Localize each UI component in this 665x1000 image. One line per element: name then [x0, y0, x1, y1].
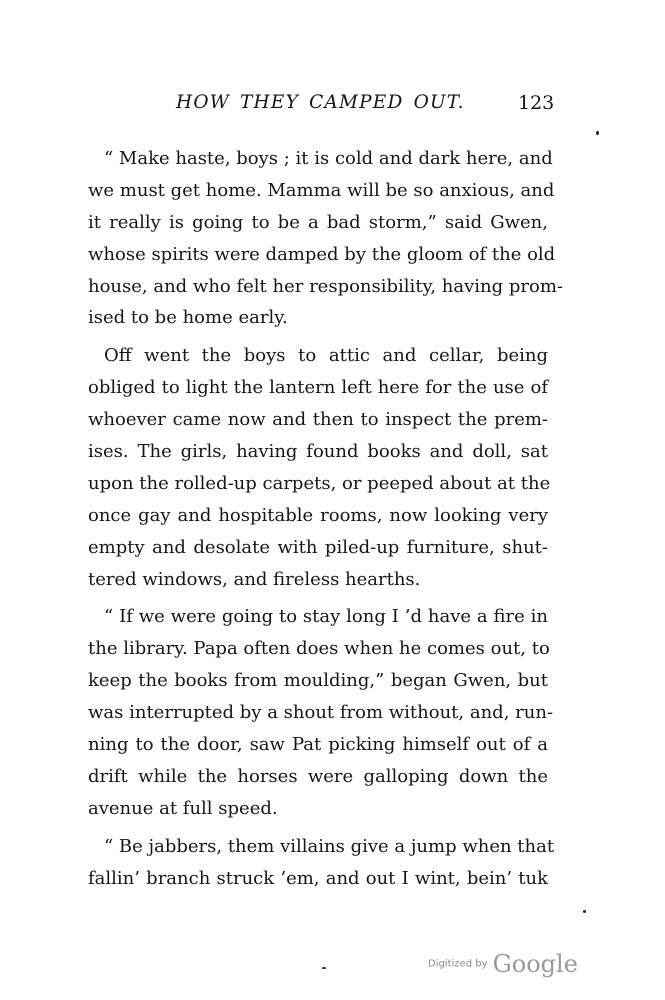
text-line: “ Make haste, boys ; it is cold and dark here, and — [104, 148, 553, 169]
text-line: upon the rolled-up carpets, or peeped about at the — [88, 472, 551, 494]
text-line: house, and who felt her responsibility, having prom- — [88, 275, 563, 297]
running-header — [0, 92, 665, 120]
text-line: empty and desolate with piled-up furniture, shut- — [88, 536, 548, 558]
text-line: the library. Papa often does when he comes out, to — [88, 638, 550, 660]
paragraph — [88, 340, 551, 595]
page-number: 123 — [518, 92, 555, 114]
page-body — [88, 143, 563, 894]
text-line: was interrupted by a shout from without, and, run- — [88, 702, 554, 724]
text-line: “ If we were going to stay long I ’d have a fire in — [104, 606, 548, 628]
text-line: avenue at full speed. — [88, 797, 278, 819]
running-title: HOW THEY CAMPED OUT. — [176, 92, 465, 113]
text-line: whoever came now and then to inspect the prem- — [88, 409, 548, 431]
paragraph — [88, 143, 563, 334]
text-line: drift while the horses were galloping down the — [88, 765, 548, 787]
text-line: ning to the door, saw Pat picking himself out of a — [88, 734, 548, 756]
scan-speck — [583, 910, 586, 913]
scan-speck — [596, 131, 599, 135]
paragraph — [88, 831, 555, 895]
text-line: fallin’ branch struck ’em, and out I wint, bein’ tuk — [88, 867, 548, 889]
google-logo: Google — [492, 950, 578, 978]
watermark-prefix: Digitized by — [428, 958, 488, 970]
text-line: Off went the boys to attic and cellar, being — [104, 345, 548, 367]
text-line: once gay and hospitable rooms, now looking very — [88, 504, 548, 526]
text-line: obliged to light the lantern left here for the use of — [88, 377, 548, 399]
text-line: it really is going to be a bad storm,” said Gwen, — [88, 211, 548, 233]
text-line: whose spirits were damped by the gloom of the old — [88, 243, 556, 265]
text-line: keep the books from moulding,” began Gwen, but — [88, 670, 548, 692]
scan-speck — [322, 967, 326, 969]
text-line: ised to be home early. — [88, 307, 288, 329]
digitized-by-google-watermark — [428, 950, 578, 978]
text-line: ises. The girls, having found books and doll, sat — [88, 441, 548, 463]
text-line: “ Be jabbers, them villains give a jump when that — [104, 835, 555, 857]
text-line: tered windows, and fireless hearths. — [88, 568, 421, 590]
paragraph — [88, 601, 554, 824]
text-line: we must get home. Mamma will be so anxious, and — [88, 179, 555, 201]
